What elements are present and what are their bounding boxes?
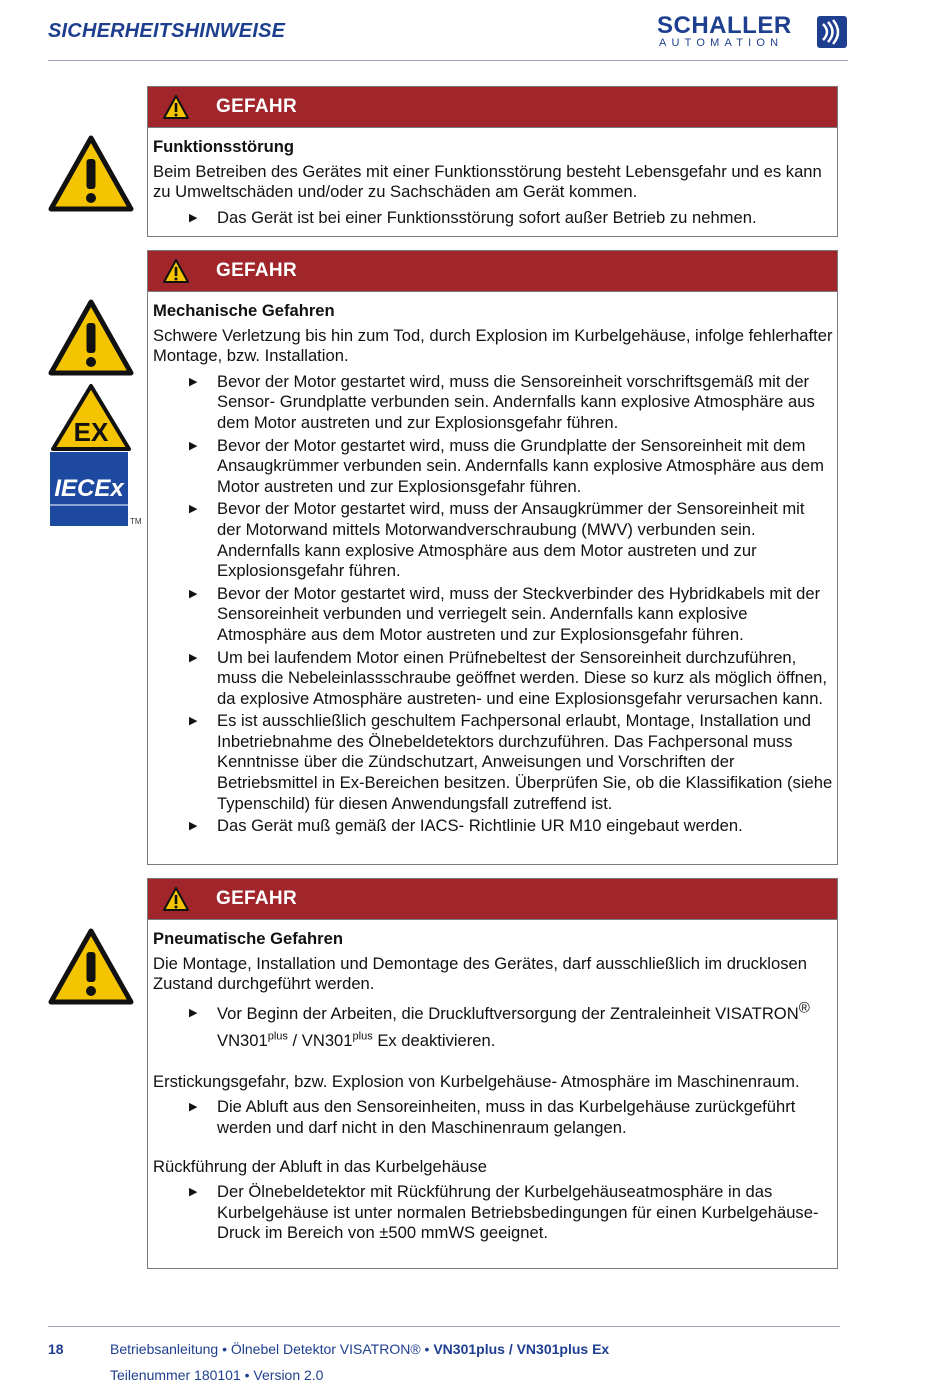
logo-main-text: SCHALLER xyxy=(657,12,792,39)
list-item: ▶ Vor Beginn der Arbeiten, die Druckluftversorgung der Zentraleinheit VISATRON® $VN301^{plus} / VN301^{plus}$ Ex deaktivieren. xyxy=(153,1000,833,1054)
list-item: ▶ Der Ölnebeldetektor mit Rückführung der Kurbelgehäuseatmosphäre in das Kurbelgehäuse ist unter normalen Betriebsbedingungen für einen Kurbelgehäuse-Druck im Bereich von ±500 mmWS geeignet. xyxy=(153,1182,833,1244)
section-title: SICHERHEITSHINWEISE xyxy=(48,20,286,42)
list-item: ▶ Bevor der Motor gestartet wird, muss der Ansaugkrümmer der Sensoreinheit mit der Motorwand mittels Motorwandverschraubung (MWV) verbunden sein. Andernfalls kann explosive Atmosphäre aus dem Motor austreten und zur Explosionsgefahr führen. xyxy=(153,499,833,581)
small-warning-icon xyxy=(162,258,190,284)
danger-box-pneumatic xyxy=(147,878,838,1269)
instruction-list xyxy=(153,1097,833,1138)
iecex-label: IECEx xyxy=(54,475,124,502)
ex-hazard-icon xyxy=(50,383,132,451)
ex-label: EX xyxy=(73,417,109,447)
warning-triangle-icon xyxy=(48,928,134,1005)
danger-box-malfunction xyxy=(147,86,838,237)
danger-text: Erstickungsgefahr, bzw. Explosion von Kurbelgehäuse- Atmosphäre im Maschinenraum. xyxy=(153,1071,800,1091)
header-divider xyxy=(48,60,848,61)
iecex-logo xyxy=(50,452,128,526)
danger-body xyxy=(148,292,837,845)
list-item: ▶ Bevor der Motor gestartet wird, muss die Grundplatte der Sensoreinheit mit dem Ansaugkrümmer verbunden sein. Andernfalls kann explosive Atmosphäre aus dem Motor austreten und zur Explosionsgefahr führen. xyxy=(153,436,833,498)
warning-triangle-icon xyxy=(48,299,134,376)
instruction-list xyxy=(153,1000,833,1054)
schaller-logo xyxy=(657,14,849,50)
small-warning-icon xyxy=(162,886,190,912)
list-item: ▶ Es ist ausschließlich geschultem Fachpersonal erlaubt, Montage, Installation und Inbetriebnahme des Ölnebeldetektors durchzuführen. Das Fachpersonal muss Kenntnisse über die Zündschutzart, Anweisungen und Vorschriften der Betriebsmittel in Ex-Bereichen besitzen. Überprüfen Sie, ob die Klassifikation (siehe Typenschild) für diesen Anwendungsfall zutreffend ist. xyxy=(153,711,833,814)
signal-word: GEFAHR xyxy=(216,260,297,281)
list-item: ▶ Das Gerät muß gemäß der IACS- Richtlinie UR M10 eingebaut werden. xyxy=(153,816,833,837)
logo-sub-text: AUTOMATION xyxy=(659,37,784,49)
footer-divider xyxy=(48,1326,840,1327)
trademark-mark: TM xyxy=(130,517,142,526)
danger-header xyxy=(148,879,837,920)
instruction-list xyxy=(153,208,833,229)
footer-document-title: Betriebsanleitung • Ölnebel Detektor VISATRON® • VN301plus / VN301plus Ex xyxy=(110,1341,610,1357)
instruction-list xyxy=(153,372,833,837)
danger-text: Die Montage, Installation und Demontage des Gerätes, darf ausschließlich im drucklosen Zustand durchgeführt werden. xyxy=(153,953,807,994)
list-item: ▶ Die Abluft aus den Sensoreinheiten, muss in das Kurbelgehäuse zurückgeführt werden und darf nicht in den Maschinenraum gelangen. xyxy=(153,1097,833,1138)
danger-subtitle: Pneumatische Gefahren xyxy=(153,929,343,948)
danger-header xyxy=(148,87,837,128)
small-warning-icon xyxy=(162,94,190,120)
danger-body xyxy=(148,128,837,236)
danger-subtitle: Funktionsstörung xyxy=(153,137,295,156)
list-item: ▶ Um bei laufendem Motor einen Prüfnebeltest der Sensoreinheit durchzuführen, muss die Nebeleinlassschraube geöffnet werden. Diese so kurz als möglich öffnen, da explosive Atmosphäre austreten- und eine Explosionsgefahr verursachen kann. xyxy=(153,648,833,710)
danger-subtitle: Mechanische Gefahren xyxy=(153,301,335,320)
instruction-list xyxy=(153,1182,833,1244)
signal-word: GEFAHR xyxy=(216,888,297,909)
danger-header xyxy=(148,251,837,292)
signal-word: GEFAHR xyxy=(216,96,297,117)
danger-text: Rückführung der Abluft in das Kurbelgehäuse xyxy=(153,1156,487,1176)
list-item: ▶ Das Gerät ist bei einer Funktionsstörung sofort außer Betrieb zu nehmen. xyxy=(153,208,833,229)
danger-text: Schwere Verletzung bis hin zum Tod, durch Explosion im Kurbelgehäuse, infolge fehlerhafter Montage, bzw. Installation. xyxy=(153,325,833,366)
logo-mark-icon xyxy=(817,16,847,48)
list-item: ▶ Bevor der Motor gestartet wird, muss die Sensoreinheit vorschriftsgemäß mit der Sensor- Grundplatte verbunden sein. Andernfalls kann explosive Atmosphäre aus dem Motor austreten und zur Explosionsgefahr führen. xyxy=(153,372,833,434)
warning-triangle-icon xyxy=(48,135,134,212)
danger-body xyxy=(148,920,837,1252)
footer-part-number: Teilenummer 180101 • Version 2.0 xyxy=(110,1367,324,1383)
page-number: 18 xyxy=(48,1341,64,1357)
list-item: ▶ Bevor der Motor gestartet wird, muss der Steckverbinder des Hybridkabels mit der Sensoreinheit verbunden und verriegelt sein. Andernfalls kann explosive Atmosphäre aus dem Motor austreten und zur Explosionsgefahr führen. xyxy=(153,584,833,646)
danger-box-mechanical xyxy=(147,250,838,865)
danger-text: Beim Betreiben des Gerätes mit einer Funktionsstörung besteht Lebensgefahr und es kann zu Umweltschäden und/oder zu Sachschäden am Gerät kommen. xyxy=(153,161,822,202)
